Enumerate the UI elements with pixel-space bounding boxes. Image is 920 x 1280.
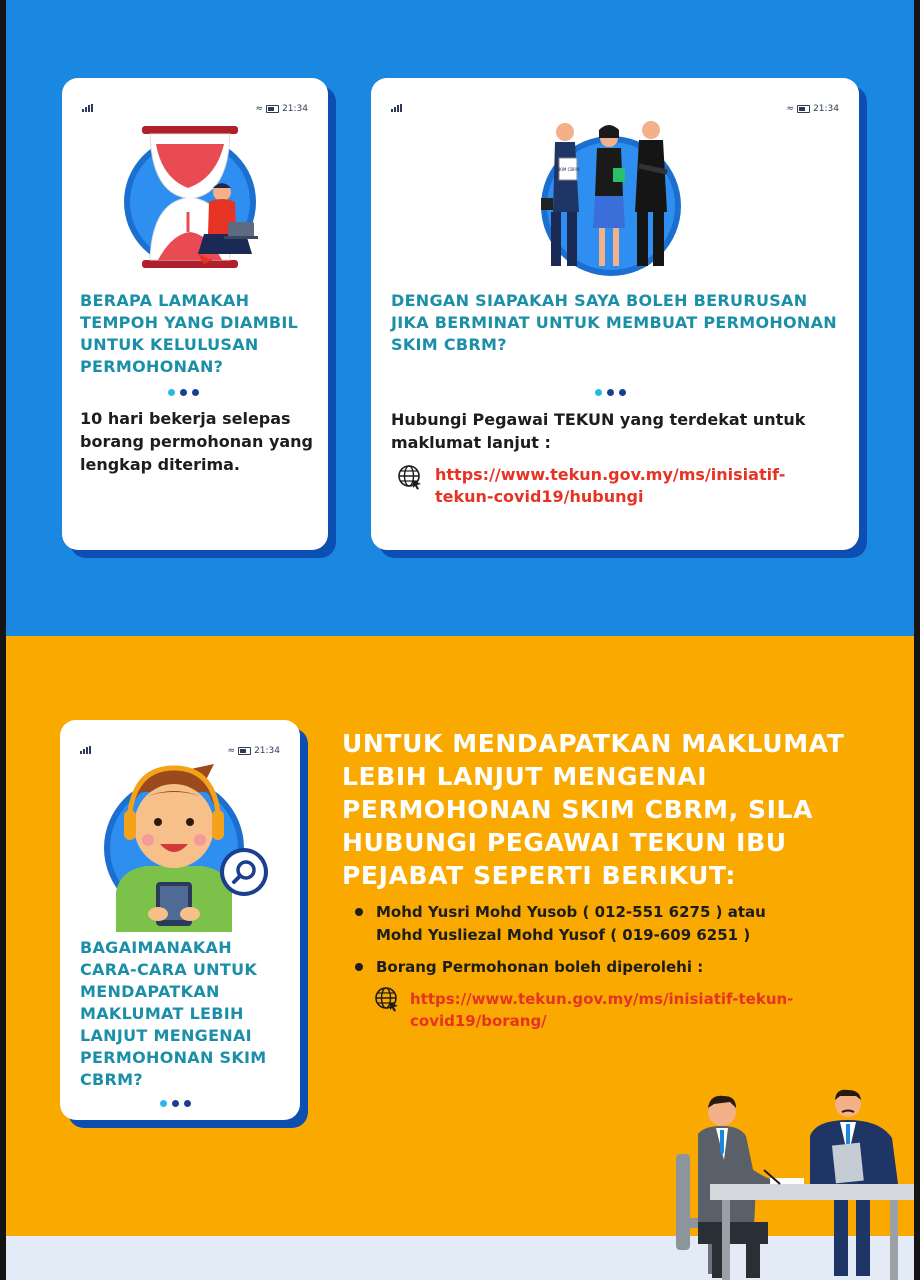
frame-right <box>914 0 920 1280</box>
signal-icon <box>82 104 93 115</box>
bullet-marker <box>355 963 363 971</box>
faq-card-contact <box>371 78 859 550</box>
faq-card-duration <box>62 78 328 550</box>
support-person-illustration <box>96 762 286 932</box>
status-time: 21:34 <box>813 104 839 114</box>
wifi-icon: ≈ <box>227 746 236 756</box>
contact-person-2: Mohd Yusliezal Mohd Yusof ( 019-609 6251 ) <box>376 926 751 944</box>
contact-person-1: Mohd Yusri Mohd Yusob ( 012-551 6275 ) atau <box>376 903 766 921</box>
question-text: BERAPA LAMAKAH TEMPOH YANG DIAMBIL UNTUK KELULUSAN PERMOHONAN? <box>80 291 299 376</box>
signal-icon <box>391 104 402 115</box>
question-text: DENGAN SIAPAKAH SAYA BOLEH BERURUSAN JIKA BERMINAT UNTUK MEMBUAT PERMOHONAN SKIM CBRM? <box>391 291 838 354</box>
wifi-icon: ≈ <box>255 104 264 114</box>
status-time: 21:34 <box>254 746 280 756</box>
question-text: BAGAIMANAKAH CARA-CARA UNTUK MENDAPATKAN MAKLUMAT LEBIH LANJUT MENGENAI PERMOHONAN SKIM CBRM? <box>80 938 267 1089</box>
hourglass-illustration <box>112 122 302 272</box>
carousel-dots <box>595 389 626 396</box>
meeting-illustration <box>670 1088 914 1280</box>
info-heading: UNTUK MENDAPATKAN MAKLUMAT LEBIH LANJUT MENGENAI PERMOHONAN SKIM CBRM, SILA HUBUNGI PEGAWAI TEKUN IBU PEJABAT SEPERTI BERIKUT: <box>342 729 845 890</box>
form-availability-text: Borang Permohonan boleh diperolehi : <box>376 958 704 976</box>
contact-link[interactable]: https://www.tekun.gov.my/ms/inisiatif-tekun-covid19/hubungi <box>435 465 786 506</box>
status-time: 21:34 <box>282 104 308 114</box>
signal-icon <box>80 746 91 757</box>
illustration-doc-label: SKIM CBRM <box>556 167 580 172</box>
faq-card-info <box>60 720 300 1120</box>
answer-text: 10 hari bekerja selepas borang permohonan yang lengkap diterima. <box>80 409 314 474</box>
battery-icon <box>238 747 251 755</box>
bullet-marker <box>355 908 363 916</box>
status-bar-right <box>256 104 308 114</box>
form-link[interactable]: https://www.tekun.gov.my/ms/inisiatif-tekun-covid19/borang/ <box>410 990 794 1030</box>
status-bar-right <box>787 104 839 114</box>
globe-icon <box>397 464 423 490</box>
answer-text: Hubungi Pegawai TEKUN yang terdekat untuk maklumat lanjut : <box>391 410 806 452</box>
globe-icon <box>374 986 400 1012</box>
carousel-dots <box>160 1100 191 1107</box>
battery-icon <box>266 105 279 113</box>
business-people-illustration <box>529 116 689 276</box>
carousel-dots <box>168 389 199 396</box>
battery-icon <box>797 105 810 113</box>
status-bar-right <box>228 746 280 756</box>
wifi-icon: ≈ <box>786 104 795 114</box>
